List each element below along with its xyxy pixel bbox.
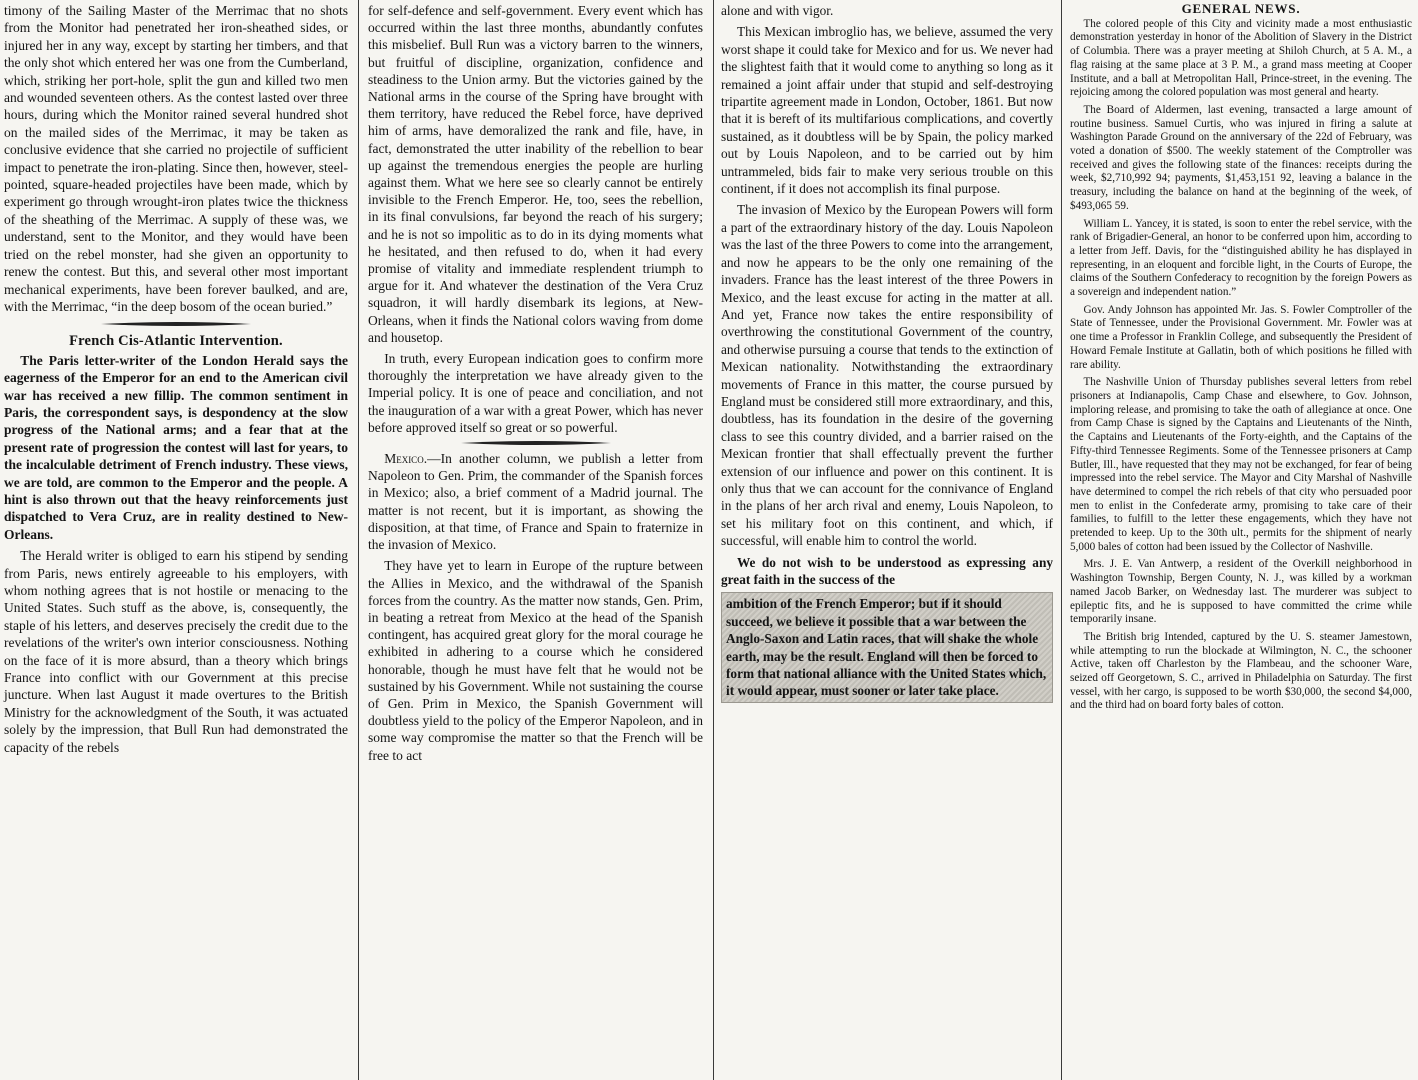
article-text: We do not wish to be understood as expressing any great faith in the success of the: [721, 554, 1053, 587]
article-heading: French Cis-Atlantic Intervention.: [69, 333, 283, 350]
news-item: William L. Yancey, it is stated, is soon to enter the rebel service, with the rank of Brigadier-General, an honor to be conferred upon him, according to a letter from Jeff. Davis, for the “distinguished ability he has displayed in representing, in an eloquent and forcible light, in the Courts of Europe, the claims of the Southern Confederacy to recognition by the foreign Powers as a sovereign and independent nation.”: [1070, 217, 1412, 299]
article-text: for self-defence and self-government. Every event which has occurred within the last three months, abundantly confutes this misbelief. Bull Run was a victory barren to the winners, but fruitful of discipline, organization, confidence and steadiness to the Union army. But the victories gained by the National arms in the course of the Spring have brought with them territory, have reduced the Rebel force, have deprived him of arms, have demoralized the rank and file, have, in fact, demonstrated the utter inability of the rebellion to bear up against the tremendous energies the people are hurling against them. What we here see so clearly cannot be entirely invisible to the French Emperor. He, too, sees the rebellion, in its final convulsions, far beyond the reach of his surgery; and he is not so impolitic as to do in its dying moments what he hesitated, and then refused to do, when it had every promise of vitality and immediate resplendent triumph to argue for it. And whatever the destination of the Vera Cruz squadron, it will hardly disembark its legions, at New-Orleans, when it finds the National colors waving from dome and housetop.: [368, 3, 703, 345]
column-4: [1061, 0, 1418, 1080]
article-divider: [101, 321, 251, 327]
article-text: [368, 450, 703, 553]
article-text: The Paris letter-writer of the London Herald says the eagerness of the Emperor for an end to the American civil war has received a new fillip. The common sentiment in Paris, the correspondent says, is despondency at the slow progress of the National arms; and a fear that at the present rate of progression the contest will last for years, to the incalculable detriment of French industry. These views, we are told, are common to the Emperor and the people. A hint is also thrown out that the heavy reinforcements just dispatched to Vera Cruz, are in reality destined to New-Orleans.: [4, 352, 348, 542]
section-heading: GENERAL NEWS.: [1181, 1, 1301, 16]
news-item: Mrs. J. E. Van Antwerp, a resident of the Overkill neighborhood in Washington Township, Bergen County, N. J., was killed by a workman named Jacob Barker, on Wednesday last. The murderer was subject to epileptic fits, and he is supposed to have committed the crime while temporarily insane.: [1070, 558, 1412, 626]
news-item: The Board of Aldermen, last evening, transacted a large amount of routine business. Samuel Curtis, who was injured in firing a salute at Washington Parade Ground on the anniversary of the 22d of February, was voted a donation of $500. The weekly statement of the Comptroller was received and gives the following state of the finances: receipts during the week, $2,710,992 94; payments, $1,453,151 92, leaving a balance in the treasury, including the balance on hand at the beginning of the week, of $493,065 59.: [1070, 103, 1412, 212]
article-text: alone and with vigor.: [721, 3, 834, 18]
news-item: The colored people of this City and vicinity made a most enthusiastic demonstration yesterday in honor of the Abolition of Slavery in the District of Columbia. There was a prayer meeting at Shiloh Church, at 5 A. M., a flag raising at the same place at 3 P. M., a grand mass meeting at Cooper Institute, and a ball at Metropolitan Hall, Prince-street, in the evening. The rejoicing among the colored population was most general and hearty.: [1070, 17, 1412, 99]
article-text: The invasion of Mexico by the European Powers will form a part of the extraordinary history of the day. Louis Napoleon was the last of the three Powers to come into the arrangement, and now he appears to be the only one remaining of the invaders. France has the least interest of the three Powers in Mexico, and the least excuse for acting in the matter at all. And yet, France now takes the entire responsibility of overthrowing the constitutional Government of the country, and otherwise pursuing a course that tends to the extinction of Mexican nationality. Notwithstanding the extraordinary movements of France in this matter, the course pursued by England must be considered still more extraordinary, and this, doubtless, has its foundation in the desire of the governing class to see this country divided, and a barrier raised on the Mexican frontier that shall effectually prevent the further extension of our influence and power on this continent. It is only thus that we can account for the connivance of England in the plans of her arch rival and enemy, Louis Napoleon, to set his military foot on this continent, and which, if successful, will enable him to control the world.: [721, 202, 1053, 549]
article-text: This Mexican imbroglio has, we believe, assumed the very worst shape it could take for Mexico and for us. We never had the slightest faith that it would come to anything so long as it remained a joint affair under that stupid and self-destroying tripartite agreement made in London, October, 1861. But now that it is bereft of its multifarious complications, and covertly sustained, as it doubtless will be by Spain, the policy marked out by Louis Napoleon, and to be carried out by him untrammeled, bids fair to make very serious trouble on this continent, if it does not accomplish its final purpose.: [721, 24, 1053, 197]
highlighted-passage: ambition of the French Emperor; but if it should succeed, we believe it possible that a war between the Anglo-Saxon and Latin races, that will shake the whole earth, may be the result. England will then be forced to form that national alliance with the United States which, it would appear, must sooner or later take place.: [721, 592, 1053, 702]
article-lead: Mexico.: [384, 451, 428, 467]
article-text: The Herald writer is obliged to earn his stipend by sending from Paris, news entirely agreeable to his employers, with whom nothing agrees that is not hostile or menacing to the United States. Such stuff as the above, is, consequently, the staple of his letters, and deserves precisely the credit due to the revelations of the writer's own interior consciousness. Nothing on the face of it is more absurd, than a theory which brings France into conflict with our Government at this precise juncture. When last August it made overtures to the British Ministry for the acknowledgment of the South, it was actuated solely by the impression, that Bull Run had demonstrated the capacity of the rebels: [4, 548, 348, 755]
news-item: Gov. Andy Johnson has appointed Mr. Jas. S. Fowler Comptroller of the State of Tennessee, under the Provisional Government. Mr. Fowler was at one time a Professor in Franklin College, and subsequently the President of Howard Female Institute at Gallatin, both of which positions he filled with rare ability.: [1070, 303, 1412, 371]
article-text: timony of the Sailing Master of the Merrimac that no shots from the Monitor had penetrated her iron-sheathed sides, or injured her in any way, except by starting her timbers, and that the only shot which entered her was one from the Cumberland, which, striking her port-hole, split the gun and killed two men and wounded seventeen others. As the contest lasted over three hours, during which the Monitor rained several hundred shot on the mailed sides of the Merrimac, it may be taken as conclusive evidence that she carried no projectile of sufficient impact to penetrate the iron-plating. Since then, however, steel-pointed, square-headed projectiles have been made, which by experiment go through wrought-iron plates twice the thickness of the sheathing of the Merrimac. A supply of these was, we understand, sent to the Monitor, and they would have been tried on the rebel monster, had she given an opportunity to renew the contest. But this, and several other most important mechanical experiments, have been forever baulked, and are, with the Merrimac, “in the deep bosom of the ocean buried.”: [4, 3, 348, 314]
column-2: [358, 0, 713, 1080]
article-text: In truth, every European indication goes to confirm more thoroughly the interpretation we have already given to the Imperial policy. It is one of peace and conciliation, and not the inauguration of a war with a great Power, which has never before approved itself so great or so powerful.: [368, 351, 703, 435]
news-item: The British brig Intended, captured by the U. S. steamer Jamestown, while attempting to run the blockade at Wilmington, N. C., the schooner Active, taken off Charleston by the Flambeau, and the schooner Ware, seized off Georgetown, S. C., arrived in Philadelphia on Saturday. The first vessel, with her cargo, is supposed to be worth $30,000, the second $4,000, and the third had on board forty bales of cotton.: [1070, 630, 1412, 712]
column-1: [0, 0, 358, 1080]
article-text: They have yet to learn in Europe of the rupture between the Allies in Mexico, and the withdrawal of the Spanish forces from the country. As the matter now stands, Gen. Prim, in beating a retreat from Mexico at the head of the Spanish contingent, has acquired great glory for the moral courage he exhibited in adhering to a course which he considered honorable, though he must have felt that he would not be sustained by his Government. While not sustaining the course of Gen. Prim in Mexico, the Spanish Government will doubtless yield to the policy of the Emperor Napoleon, and in some way compromise the matter so that the French will be free to act: [368, 558, 703, 763]
news-item: The Nashville Union of Thursday publishes several letters from rebel prisoners at Indianapolis, Camp Chase and elsewhere, to Gov. Johnson, imploring release, and promising to take the oath of allegiance at once. One from Camp Chase is signed by the Captains and Lieutenants of the Ninth, the Captains and Lieutenants of the Forty-eighth, and the Captains of the Fifty-third Tennessee Regiments. Some of the Tennessee prisoners at Camp Butler, Ill., have requested that they may not be exchanged, for fear of being impressed into the rebel service. The Mayor and City Marshal of Nashville have determined to compel the rich rebels of that city who persuaded poor men to enlist in the Confederate army, promising to take care of their families, to fulfill to the letter these engagements, which they have not pretended to keep. Up to the 30th ult., permits for the shipment of nearly 5,000 bales of cotton had been issued by the Collector of Nashville.: [1070, 376, 1412, 553]
article-body: —In another column, we publish a letter from Napoleon to Gen. Prim, the commander of the Spanish forces in Mexico; also, a brief comment of a Madrid journal. The matter is not recent, but it is important, as showing the disposition, at that time, of France and Spain to fraternize in the invasion of Mexico.: [368, 451, 703, 553]
column-3: [713, 0, 1061, 1080]
article-divider: [461, 440, 611, 446]
